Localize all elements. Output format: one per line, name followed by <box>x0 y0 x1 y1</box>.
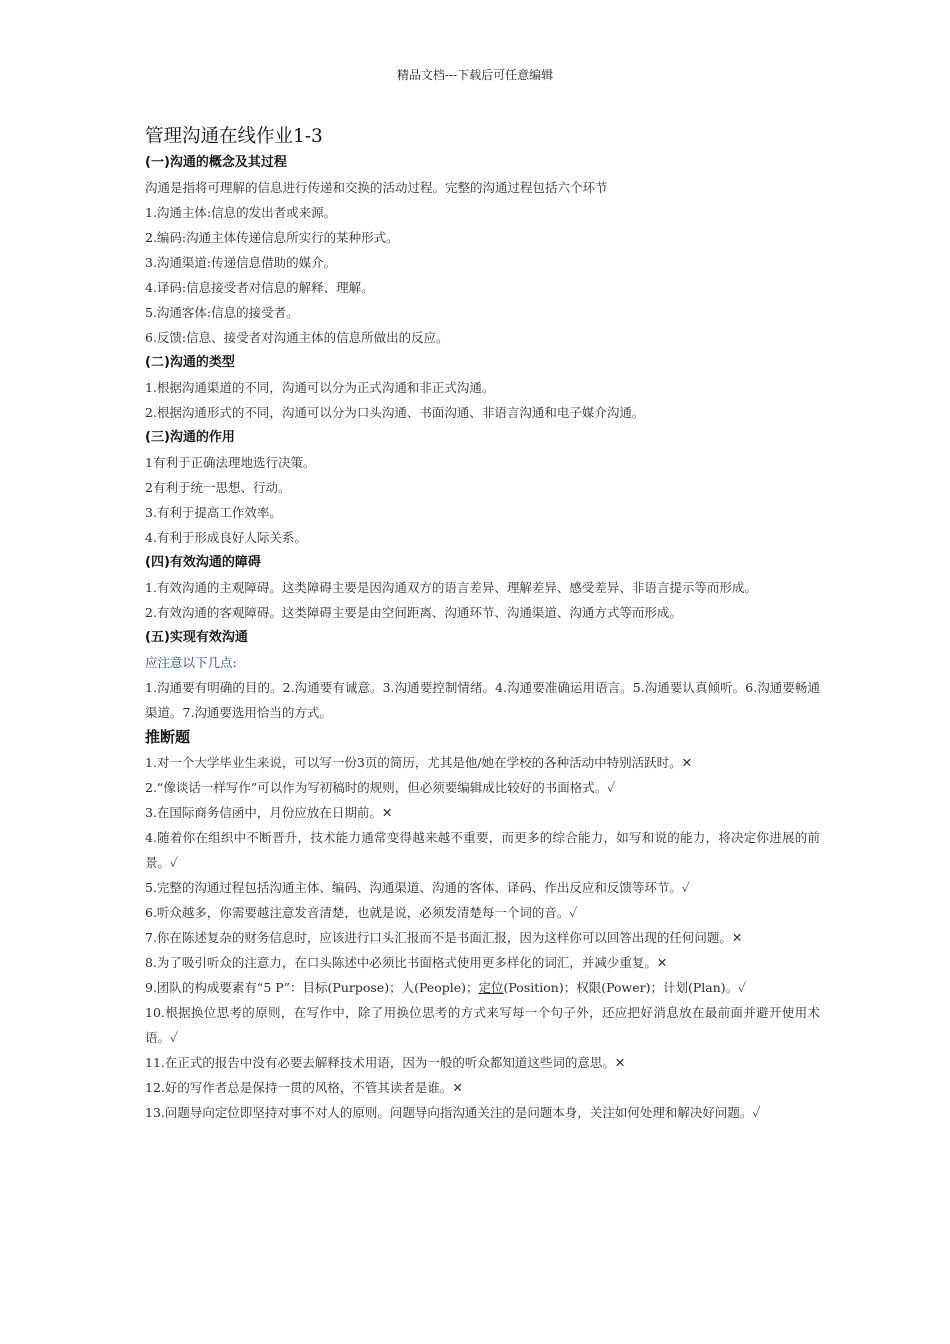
question-item: 8.为了吸引听众的注意力，在口头陈述中必须比书面格式使用更多样化的词汇，并减少重复。✕ <box>145 955 668 970</box>
list-item: 1.沟通主体:信息的发出者或来源。 <box>145 205 337 220</box>
list-item: 2有利于统一思想、行动。 <box>145 480 291 495</box>
question-item: 1.对一个大学毕业生来说，可以写一份3页的简历，尤其是他/她在学校的各种活动中特别活跃时。✕ <box>145 755 693 770</box>
question-item: 2.“像谈话一样写作”可以作为写初稿时的规则，但必须要编辑成比较好的书面格式。✓ <box>145 780 616 795</box>
section-5-note: 应注意以下几点: <box>145 655 237 670</box>
question-item: 6.听众越多，你需要越注意发音清楚，也就是说，必须发清楚每一个词的音。✓ <box>145 905 578 920</box>
question-item: 11.在正式的报告中没有必要去解释技术用语，因为一般的听众都知道这些词的意思。✕ <box>145 1055 626 1070</box>
judgement-heading: 推断题 <box>145 728 191 746</box>
section-heading-3: (三)沟通的作用 <box>145 430 235 445</box>
question-item: 12.好的写作者总是保持一贯的风格，不管其读者是谁。✕ <box>145 1080 463 1095</box>
question-item: 7.你在陈述复杂的财务信息时，应该进行口头汇报而不是书面汇报，因为这样你可以回答出现的任何问题。✕ <box>145 930 743 945</box>
underlined-term: 定位 <box>478 980 504 995</box>
question-item: 4.随着你在组织中不断晋升，技术能力通常变得越来越不重要，而更多的综合能力，如写和说的能力，将决定你进展的前景。✓ <box>145 830 820 870</box>
question-item: 3.在国际商务信函中，月份应放在日期前。✕ <box>145 805 393 820</box>
question-item: 5.完整的沟通过程包括沟通主体、编码、沟通渠道、沟通的客体、译码、作出反应和反馈等环节。✓ <box>145 880 690 895</box>
document-body <box>145 124 820 1125</box>
list-item: 3.沟通渠道:传递信息借助的媒介。 <box>145 255 337 270</box>
page-header: 精品文档---下载后可任意编辑 <box>396 68 554 82</box>
list-item: 3.有利于提高工作效率。 <box>145 505 282 520</box>
section-heading-5: (五)实现有效沟通 <box>145 630 248 645</box>
section-heading-4: (四)有效沟通的障碍 <box>145 555 261 570</box>
list-item: 1有利于正确法理地选行决策。 <box>145 455 316 470</box>
question-item: 13.问题导向定位即坚持对事不对人的原则。问题导向指沟通关注的是问题本身，关注如何处理和解决好问题。✓ <box>145 1105 761 1120</box>
document-title: 管理沟通在线作业1-3 <box>145 126 323 147</box>
section-5-text: 1.沟通要有明确的目的。2.沟通要有诚意。3.沟通要控制情绪。4.沟通要准确运用语言。5.沟通要认真倾听。6.沟通要畅通渠道。7.沟通要选用恰当的方式。 <box>145 680 820 720</box>
question-9-part-1: 9.团队的构成要素有“5 P”：目标(Purpose)；人(People)； <box>145 980 479 995</box>
question-item: 10.根据换位思考的原则，在写作中，除了用换位思考的方式来写每一个句子外，还应把好消息放在最前面并避开使用术语。✓ <box>145 1005 820 1045</box>
list-item: 6.反馈:信息、接受者对沟通主体的信息所做出的反应。 <box>145 330 449 345</box>
list-item: 2.有效沟通的客观障碍。这类障碍主要是由空间距离、沟通环节、沟通渠道、沟通方式等而形成。 <box>145 605 682 620</box>
question-9-part-2: (Position)；权限(Power)；计划(Plan)。✓ <box>503 980 747 995</box>
list-item: 1.有效沟通的主观障碍。这类障碍主要是因沟通双方的语言差异、理解差异、感受差异、非语言提示等而形成。 <box>145 580 757 595</box>
list-item: 4.有利于形成良好人际关系。 <box>145 530 307 545</box>
list-item: 2.编码:沟通主体传递信息所实行的某种形式。 <box>145 230 399 245</box>
section-heading-2: (二)沟通的类型 <box>145 355 235 370</box>
question-item <box>145 975 820 1000</box>
list-item: 2.根据沟通形式的不同，沟通可以分为口头沟通、书面沟通、非语言沟通和电子媒介沟通。 <box>145 405 645 420</box>
list-item: 1.根据沟通渠道的不同，沟通可以分为正式沟通和非正式沟通。 <box>145 380 495 395</box>
section-1-intro: 沟通是指将可理解的信息进行传递和交换的活动过程。完整的沟通过程包括六个环节 <box>145 180 608 195</box>
list-item: 4.译码:信息接受者对信息的解释、理解。 <box>145 280 374 295</box>
section-heading-1: (一)沟通的概念及其过程 <box>145 155 287 170</box>
list-item: 5.沟通客体:信息的接受者。 <box>145 305 299 320</box>
